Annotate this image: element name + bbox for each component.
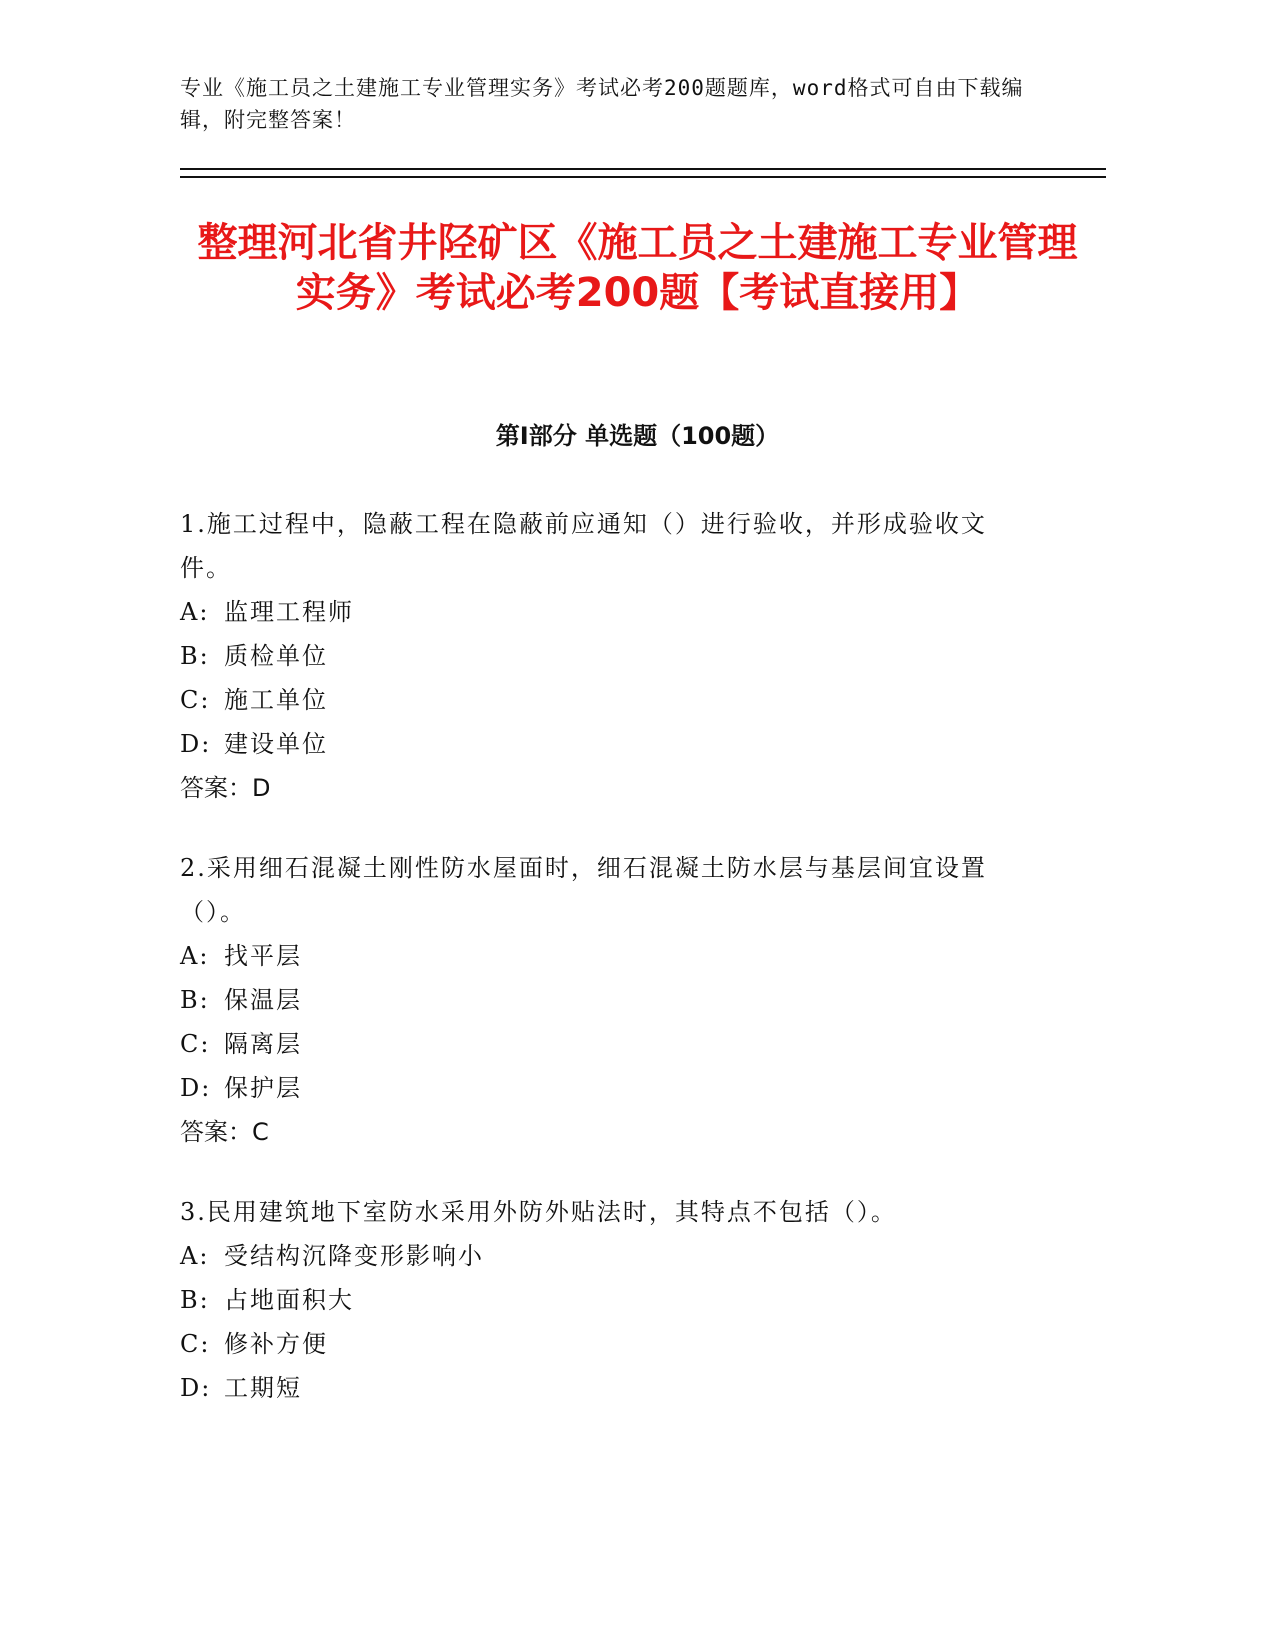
- option-letter: C:: [180, 1330, 211, 1358]
- option-text: 找平层: [224, 942, 302, 970]
- option-text: 修补方便: [224, 1330, 328, 1358]
- section-title: 第I部分 单选题（100题）: [495, 422, 780, 450]
- header-note: 专业《施工员之土建施工专业管理实务》考试必考200题题库，word格式可自由下载编辑，附完整答案！: [180, 76, 1024, 132]
- option-a: [180, 934, 1020, 978]
- option-text: 监理工程师: [224, 598, 354, 626]
- option-letter: D:: [180, 730, 212, 758]
- option-letter: C:: [180, 1030, 211, 1058]
- option-letter: D:: [180, 1074, 212, 1102]
- question-list: [180, 502, 1020, 1446]
- header-divider-bottom: [180, 176, 1106, 178]
- option-text: 保温层: [224, 986, 302, 1014]
- option-letter: A:: [180, 598, 210, 626]
- question-2: [180, 846, 1020, 1154]
- option-letter: B:: [180, 1286, 210, 1314]
- option-a: [180, 590, 1020, 634]
- document-title: 整理河北省井陉矿区《施工员之土建施工专业管理实务》考试必考200题【考试直接用】: [197, 220, 1078, 316]
- option-letter: C:: [180, 686, 211, 714]
- option-letter: A:: [180, 1242, 210, 1270]
- option-letter: D:: [180, 1374, 212, 1402]
- option-d: [180, 1066, 1020, 1110]
- option-text: 隔离层: [224, 1030, 302, 1058]
- header-divider-top: [180, 168, 1106, 170]
- question-stem: 2.采用细石混凝土刚性防水屋面时，细石混凝土防水层与基层间宜设置（）。: [180, 854, 987, 926]
- option-letter: B:: [180, 642, 210, 670]
- option-b: [180, 1278, 1020, 1322]
- question-1: [180, 502, 1020, 810]
- option-c: [180, 678, 1020, 722]
- option-text: 建设单位: [224, 730, 328, 758]
- option-text: 施工单位: [224, 686, 328, 714]
- option-text: 占地面积大: [224, 1286, 354, 1314]
- option-letter: A:: [180, 942, 210, 970]
- question-stem: 3.民用建筑地下室防水采用外防外贴法时，其特点不包括（）。: [180, 1198, 897, 1226]
- answer-line: 答案：D: [180, 774, 271, 802]
- option-a: [180, 1234, 1020, 1278]
- option-text: 保护层: [224, 1074, 302, 1102]
- option-c: [180, 1022, 1020, 1066]
- option-text: 质检单位: [224, 642, 328, 670]
- option-c: [180, 1322, 1020, 1366]
- answer-line: 答案：C: [180, 1118, 269, 1146]
- option-letter: B:: [180, 986, 210, 1014]
- option-text: 工期短: [224, 1374, 302, 1402]
- option-b: [180, 634, 1020, 678]
- question-3: [180, 1190, 1020, 1410]
- option-d: [180, 1366, 1020, 1410]
- option-d: [180, 722, 1020, 766]
- option-text: 受结构沉降变形影响小: [224, 1242, 484, 1270]
- option-b: [180, 978, 1020, 1022]
- question-stem: 1.施工过程中，隐蔽工程在隐蔽前应通知（）进行验收，并形成验收文件。: [180, 510, 987, 582]
